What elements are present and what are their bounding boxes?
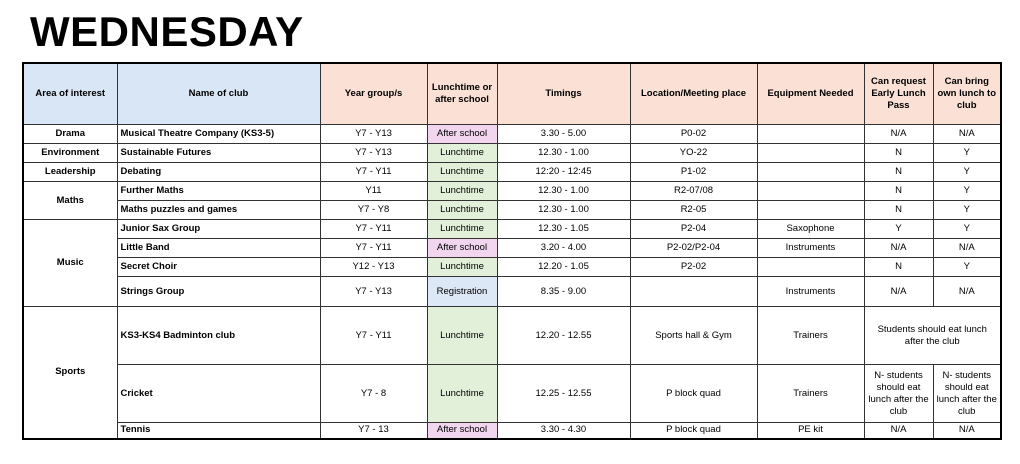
club-name: Debating bbox=[117, 163, 320, 182]
location bbox=[630, 277, 757, 307]
table-row bbox=[23, 182, 1001, 201]
location: P2-02/P2-04 bbox=[630, 239, 757, 258]
early-lunch-pass: N/A bbox=[864, 125, 933, 144]
table-row bbox=[23, 125, 1001, 144]
table-row bbox=[23, 201, 1001, 220]
location: P block quad bbox=[630, 365, 757, 423]
session-type: Lunchtime bbox=[427, 258, 497, 277]
table-row bbox=[23, 365, 1001, 423]
club-name: Cricket bbox=[117, 365, 320, 423]
lunch-note-merged: Students should eat lunch after the club bbox=[864, 307, 1001, 365]
own-lunch: Y bbox=[933, 182, 1001, 201]
timings: 12.25 - 12.55 bbox=[497, 365, 630, 423]
header-when: Lunchtime or after school bbox=[427, 63, 497, 125]
own-lunch: Y bbox=[933, 144, 1001, 163]
own-lunch: N/A bbox=[933, 125, 1001, 144]
own-lunch: Y bbox=[933, 163, 1001, 182]
table-row bbox=[23, 307, 1001, 365]
equipment bbox=[757, 144, 864, 163]
early-lunch-pass: N bbox=[864, 182, 933, 201]
year-group: Y7 - Y13 bbox=[320, 125, 427, 144]
timings: 12.30 - 1.00 bbox=[497, 201, 630, 220]
year-group: Y12 - Y13 bbox=[320, 258, 427, 277]
session-type: After school bbox=[427, 239, 497, 258]
session-type: Registration bbox=[427, 277, 497, 307]
timings: 12.30 - 1.05 bbox=[497, 220, 630, 239]
club-name: Strings Group bbox=[117, 277, 320, 307]
area-cell: Drama bbox=[23, 125, 117, 144]
timings: 12:20 - 12:45 bbox=[497, 163, 630, 182]
table-row bbox=[23, 144, 1001, 163]
equipment bbox=[757, 201, 864, 220]
location: P1-02 bbox=[630, 163, 757, 182]
timings: 3.30 - 5.00 bbox=[497, 125, 630, 144]
session-type: After school bbox=[427, 125, 497, 144]
location: Sports hall & Gym bbox=[630, 307, 757, 365]
area-cell: Sports bbox=[23, 307, 117, 439]
equipment bbox=[757, 163, 864, 182]
header-own-lunch: Can bring own lunch to club bbox=[933, 63, 1001, 125]
location: P0-02 bbox=[630, 125, 757, 144]
timings: 8.35 - 9.00 bbox=[497, 277, 630, 307]
early-lunch-pass: N bbox=[864, 163, 933, 182]
location: YO-22 bbox=[630, 144, 757, 163]
year-group: Y7 - Y13 bbox=[320, 144, 427, 163]
header-location: Location/Meeting place bbox=[630, 63, 757, 125]
session-type: Lunchtime bbox=[427, 182, 497, 201]
session-type: Lunchtime bbox=[427, 144, 497, 163]
club-name: Maths puzzles and games bbox=[117, 201, 320, 220]
header-club: Name of club bbox=[117, 63, 320, 125]
equipment: Trainers bbox=[757, 307, 864, 365]
early-lunch-pass: N bbox=[864, 144, 933, 163]
table-row bbox=[23, 239, 1001, 258]
equipment bbox=[757, 125, 864, 144]
area-cell: Music bbox=[23, 220, 117, 307]
early-lunch-pass: N bbox=[864, 201, 933, 220]
timings: 3.20 - 4.00 bbox=[497, 239, 630, 258]
club-name: Musical Theatre Company (KS3-5) bbox=[117, 125, 320, 144]
timings: 12.30 - 1.00 bbox=[497, 182, 630, 201]
early-lunch-pass: Y bbox=[864, 220, 933, 239]
own-lunch: N/A bbox=[933, 239, 1001, 258]
own-lunch: N/A bbox=[933, 277, 1001, 307]
header-row bbox=[23, 63, 1001, 125]
own-lunch: N- students should eat lunch after the club bbox=[933, 365, 1001, 423]
club-name: Further Maths bbox=[117, 182, 320, 201]
year-group: Y7 - 8 bbox=[320, 365, 427, 423]
own-lunch: Y bbox=[933, 201, 1001, 220]
page-title: WEDNESDAY bbox=[30, 8, 304, 55]
early-lunch-pass: N/A bbox=[864, 277, 933, 307]
club-name: Little Band bbox=[117, 239, 320, 258]
header-year: Year group/s bbox=[320, 63, 427, 125]
year-group: Y7 - Y11 bbox=[320, 220, 427, 239]
timings: 3.30 - 4.30 bbox=[497, 423, 630, 439]
header-equipment: Equipment Needed bbox=[757, 63, 864, 125]
location: P2-04 bbox=[630, 220, 757, 239]
table-row bbox=[23, 423, 1001, 439]
equipment: Instruments bbox=[757, 239, 864, 258]
location: R2-07/08 bbox=[630, 182, 757, 201]
session-type: Lunchtime bbox=[427, 220, 497, 239]
header-timings: Timings bbox=[497, 63, 630, 125]
table-row bbox=[23, 258, 1001, 277]
area-cell: Maths bbox=[23, 182, 117, 220]
table-row bbox=[23, 277, 1001, 307]
equipment: Instruments bbox=[757, 277, 864, 307]
early-lunch-pass: N- students should eat lunch after the club bbox=[864, 365, 933, 423]
location: P2-02 bbox=[630, 258, 757, 277]
year-group: Y7 - Y13 bbox=[320, 277, 427, 307]
own-lunch: Y bbox=[933, 258, 1001, 277]
session-type: Lunchtime bbox=[427, 307, 497, 365]
header-area: Area of interest bbox=[23, 63, 117, 125]
year-group: Y11 bbox=[320, 182, 427, 201]
club-name: Sustainable Futures bbox=[117, 144, 320, 163]
club-name: KS3-KS4 Badminton club bbox=[117, 307, 320, 365]
year-group: Y7 - Y11 bbox=[320, 239, 427, 258]
early-lunch-pass: N/A bbox=[864, 239, 933, 258]
location: P block quad bbox=[630, 423, 757, 439]
session-type: Lunchtime bbox=[427, 201, 497, 220]
year-group: Y7 - Y11 bbox=[320, 163, 427, 182]
clubs-table bbox=[22, 62, 1002, 440]
timings: 12.20 - 12.55 bbox=[497, 307, 630, 365]
club-name: Tennis bbox=[117, 423, 320, 439]
header-early-lunch-pass: Can request Early Lunch Pass bbox=[864, 63, 933, 125]
early-lunch-pass: N bbox=[864, 258, 933, 277]
year-group: Y7 - 13 bbox=[320, 423, 427, 439]
own-lunch: Y bbox=[933, 220, 1001, 239]
equipment: Saxophone bbox=[757, 220, 864, 239]
session-type: Lunchtime bbox=[427, 163, 497, 182]
equipment: PE kit bbox=[757, 423, 864, 439]
own-lunch: N/A bbox=[933, 423, 1001, 439]
equipment bbox=[757, 182, 864, 201]
session-type: After school bbox=[427, 423, 497, 439]
area-cell: Environment bbox=[23, 144, 117, 163]
timings: 12.20 - 1.05 bbox=[497, 258, 630, 277]
club-name: Junior Sax Group bbox=[117, 220, 320, 239]
table-row bbox=[23, 163, 1001, 182]
early-lunch-pass: N/A bbox=[864, 423, 933, 439]
area-cell: Leadership bbox=[23, 163, 117, 182]
club-name: Secret Choir bbox=[117, 258, 320, 277]
equipment bbox=[757, 258, 864, 277]
year-group: Y7 - Y8 bbox=[320, 201, 427, 220]
session-type: Lunchtime bbox=[427, 365, 497, 423]
timings: 12.30 - 1.00 bbox=[497, 144, 630, 163]
equipment: Trainers bbox=[757, 365, 864, 423]
year-group: Y7 - Y11 bbox=[320, 307, 427, 365]
location: R2-05 bbox=[630, 201, 757, 220]
table-row bbox=[23, 220, 1001, 239]
